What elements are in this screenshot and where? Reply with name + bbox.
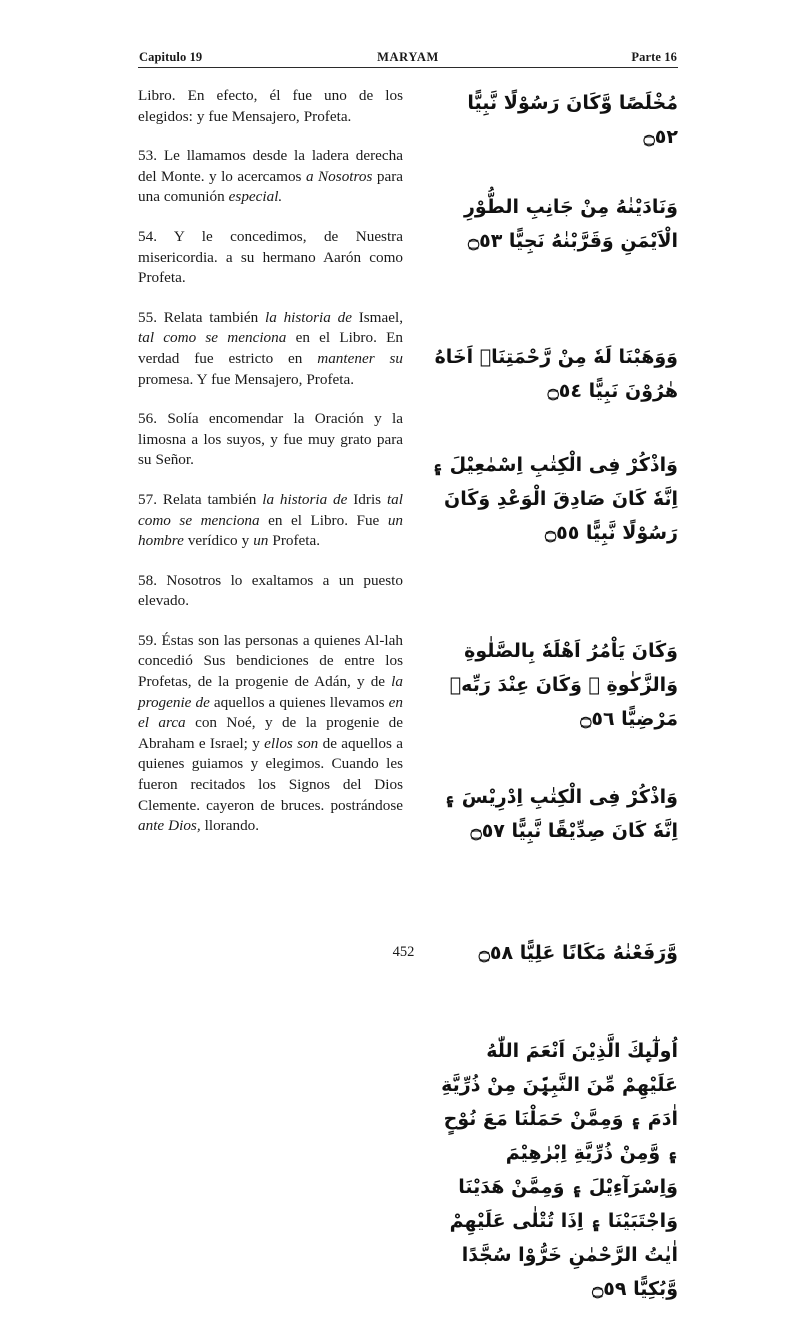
arabic-ayah: وَّرَفَعْنٰهُ مَكَانًا عَلِيًّا ۝٥٨	[478, 942, 678, 964]
arabic-ayah: وَكَانَ يَاْمُرُ اَهْلَهٗ بِالصَّلٰوةِ وَالزَّكٰوةِ ۽ وَكَانَ عِنْدَ رَبِّهٖ مَرْضِيًّا ۝٥٦	[449, 640, 678, 730]
emphasis-run: la historia de	[265, 308, 352, 326]
arabic-ayah: وَنَادَيْنٰهُ مِنْ جَانِبِ الطُّوْرِ الْاَيْمَنِ وَقَرَّبْنٰهُ نَجِيًّا ۝٥٣	[463, 196, 678, 252]
header-surah-title: MARYAM	[377, 50, 439, 64]
emphasis-run: un hombre	[138, 511, 403, 550]
text-run: 53. Le llamamos desde la ladera derecha del Monte. y lo acercamos	[138, 147, 403, 185]
arabic-ayah: مُخْلَصًا وَّكَانَ رَسُوْلًا نَّبِيًّا ۝٥٢	[467, 92, 678, 148]
spanish-paragraph	[138, 490, 403, 552]
emphasis-run: en el arca	[138, 693, 403, 732]
emphasis-run: un	[253, 532, 269, 550]
arabic-ayah: اُولٰٓىِٕكَ الَّذِيْنَ اَنْعَمَ اللّٰهُ عَلَيْهِمْ مِّنَ النَّبِيّٖنَ مِنْ ذُرِّيَّةِ اٰدَمَ ۽ وَمِمَّنْ حَمَلْنَا مَعَ نُوْحٍ ۽ وَّمِنْ ذُرِّيَّةِ اِبْرٰهِيْمَ وَاِسْرَآءِيْلَ ۽ وَمِمَّنْ هَدَيْنَا وَاجْتَبَيْنَا ۽ اِذَا تُتْلٰى عَلَيْهِمْ اٰيٰتُ الرَّحْمٰنِ خَرُّوْا سُجَّدًا وَّبُكِيًّا ۝٥٩	[441, 1040, 678, 1300]
text-run: aquellos a quienes llevamos	[209, 693, 389, 711]
text-run: promesa. Y fue Mensajero, Profeta.	[138, 370, 355, 388]
header-chapter: Capitulo 19	[139, 50, 203, 64]
text-run: en el Libro. Fue	[259, 511, 388, 529]
emphasis-run: a Nosotros	[305, 167, 373, 185]
emphasis-run: tal como se menciona	[138, 490, 403, 529]
emphasis-run: ellos son	[264, 734, 319, 752]
text-run: 56. Solía encomendar la Oración y la limosna a los suyos, y fue muy grato para su Señor.	[138, 410, 403, 469]
text-run: 55. Relata también	[138, 308, 265, 326]
spanish-paragraph	[138, 409, 403, 471]
arabic-ayah: وَوَهَبْنَا لَهٗ مِنْ رَّحْمَتِنَاۤ اَخَاهُ هٰرُوْنَ نَبِيًّا ۝٥٤	[434, 346, 678, 402]
text-run: Libro. En efecto, él fue uno de los elegidos: y fue Mensajero, Profeta.	[138, 87, 403, 125]
header-part: Parte 16	[631, 50, 677, 64]
text-run: 57. Relata también	[138, 490, 263, 508]
emphasis-run: mantener su	[317, 349, 403, 367]
text-run: para una comunión	[138, 167, 403, 206]
text-run: de aquellos a quienes guiamos y elegimos. Cuando les fueron recitados los Signos del Dios Clemente. cayeron de bruces. postrándose	[138, 734, 403, 814]
text-run: 59. Éstas son las personas a quienes Al-lah concedió Sus bendiciones de entre los Profetas, de la progenie de Adán, y de	[138, 631, 403, 691]
text-run: llorando.	[200, 817, 260, 835]
emphasis-run: la progenie de	[138, 673, 403, 711]
page-number: 452	[392, 944, 415, 960]
spanish-paragraph	[138, 571, 403, 612]
spanish-paragraph	[138, 146, 403, 208]
arabic-ayah: وَاذْكُرْ فِى الْكِتٰبِ اِسْمٰعِيْلَ ۽ اِنَّهٗ كَانَ صَادِقَ الْوَعْدِ وَكَانَ رَسُوْلًا نَّبِيًّا ۝٥٥	[431, 454, 678, 544]
emphasis-run: la historia de	[262, 490, 348, 508]
text-run: verídico y	[183, 532, 254, 550]
text-run: en el Libro. En verdad fue estricto en	[138, 329, 403, 367]
spanish-paragraph	[138, 86, 403, 127]
spanish-paragraph	[138, 308, 403, 390]
text-run: 54. Y le concedimos, de Nuestra misericordia. a su hermano Aarón como Profeta.	[138, 227, 403, 287]
text-run: Profeta.	[268, 532, 321, 550]
spanish-paragraph	[138, 631, 403, 837]
spanish-paragraph	[138, 227, 403, 289]
text-run: Idris	[347, 490, 387, 508]
running-header	[138, 50, 678, 68]
spanish-translation-column	[138, 86, 403, 856]
emphasis-run: ante Dios,	[138, 817, 201, 835]
text-run: con Noé, y de la progenie de Abraham e Israel; y	[138, 714, 403, 752]
emphasis-run: tal como se menciona	[138, 329, 287, 347]
arabic-text-column	[428, 86, 678, 1328]
emphasis-run: especial.	[228, 188, 283, 206]
text-run: Ismael,	[351, 308, 403, 326]
arabic-ayah: وَاذْكُرْ فِى الْكِتٰبِ اِدْرِيْسَ ۽ اِنَّهٗ كَانَ صِدِّيْقًا نَّبِيًّا ۝٥٧	[444, 786, 678, 842]
text-run: 58. Nosotros lo exaltamos a un puesto elevado.	[138, 571, 403, 610]
